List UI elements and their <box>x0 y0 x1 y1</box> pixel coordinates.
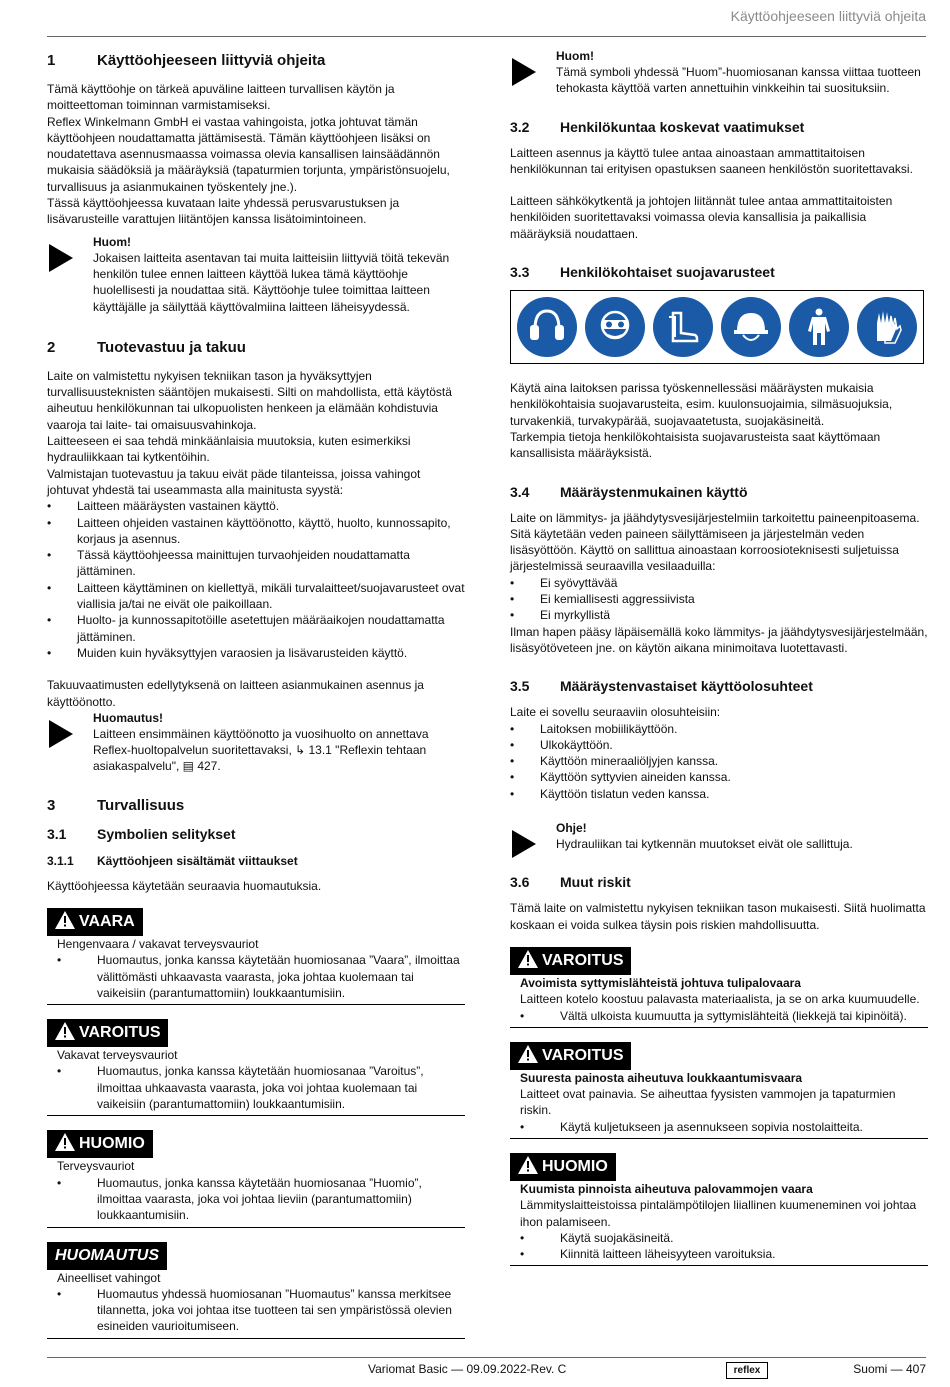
s33-paragraph-1: Käytä aina laitoksen parissa työskennellessäsi määräysten mukaisia henkilökohtaisia suojavarusteita, esim. kuulonsuojaimia, silmäsuojuksia, turvakenkiä, turvakypärää, suojavaatetusta, suojakäsineitä. <box>510 381 893 428</box>
section-3-1-heading: 3.1 Symbolien selitykset <box>47 825 236 842</box>
s34-paragraph-2: Ilman hapen pääsy läpäisemällä koko lämmitys- ja jäähdytysvesijärjestelmään, lisäsyötöveteen jne. on käytön aikana minimoitava luotettavasti. <box>510 624 928 655</box>
note-arrow-icon <box>49 720 73 748</box>
warning-triangle-icon <box>55 911 75 929</box>
safety-boots-icon <box>653 297 713 357</box>
s1-note-text: Jokaisen laitteita asentavan tai muita laitteisiin liittyviä töitä tekevän henkilön tulee ennen laitteen käyttöä lukea tämä käyttöohje huolellisesti ja noudattaa sitä. Käyttöohje tulee toimittaa laitteen käyttäjälle ja säilyttää käyttövalmiina laitteen läheisyydessä. <box>93 250 450 314</box>
warning-triangle-icon <box>518 1156 538 1174</box>
ear-protection-icon <box>517 297 577 357</box>
s1-paragraph-2: Reflex Winkelmann GmbH ei vastaa vahingoista, jotka johtuvat tämän käyttöohjeen noudattamatta jättämisestä. Tämän käyttöohjeen lisäksi on noudatettava asennusmaassa voimassa olevia kansallisen lainsäädännön mukaisia säädöksiä ja määräyksiä (tapaturmien torjunta, ympäristönsuojelu, turvallisuus ja asianmukainen työskentely jne.). <box>47 114 450 194</box>
s36-paragraph-1: Tämä laite on valmistettu nykyisen tekniikan tason mukaisesti. Siitä huolimatta koskaan ei voida sulkea täysin pois riskien mahdollisuutta. <box>510 901 926 932</box>
risk-fire <box>510 947 928 1028</box>
list-item: • Muiden kuin hyväksyttyjen varaosien ja lisävarusteiden käyttö. <box>47 645 465 661</box>
hazard-badge: HUOMIO <box>47 1130 153 1158</box>
r-note-1-text: Tämä symboli yhdessä ”Huom”-huomiosanan kanssa viittaa tuotteen tehokasta käyttöä varten annettuihin vinkkeihin tai suosituksiin. <box>556 65 921 96</box>
gloves-icon <box>857 297 917 357</box>
note-arrow-icon <box>49 244 73 272</box>
hard-hat-icon <box>721 297 781 357</box>
risk-title: Suuresta painosta aiheutuva loukkaantumisvaara <box>520 1070 803 1085</box>
protective-suit-icon <box>789 297 849 357</box>
list-item: • Ei myrkyllistä <box>510 607 928 623</box>
section-3-heading: 3 Turvallisuus <box>47 796 185 814</box>
footer-page: Suomi — 407 <box>853 1362 926 1376</box>
s33-paragraph-2: Tarkempia tietoja henkilökohtaisista suojavarusteista saat käyttömaan kansallisista määräyksistä. <box>510 429 881 461</box>
section-3-1-1-heading: 3.1.1 Käyttöohjeen sisältämät viittaukset <box>47 853 298 868</box>
s2-list <box>47 498 465 661</box>
s3-intro: Käyttöohjeessa käytetään seuraavia huomautuksia. <box>47 878 322 893</box>
risk-text: Laitteen kotelo koostuu palavasta materiaalista, ja se on arka kuumuudelle. <box>520 992 920 1007</box>
r-note-1 <box>510 48 928 97</box>
s35-list <box>510 721 928 802</box>
list-item: • Laitoksen mobiilikäyttöön. <box>510 721 928 737</box>
hazard-subtitle: Hengenvaara / vakavat terveysvauriot <box>57 936 259 951</box>
list-item: • Tässä käyttöohjeessa mainittujen turvaohjeiden noudattamatta jättäminen. <box>47 547 465 580</box>
s2-paragraph-4: Takuuvaatimusten edellytyksenä on laitteen asianmukainen asennus ja käyttöönotto. <box>47 678 424 709</box>
r-note-1-title: Huom! <box>556 49 594 63</box>
hazard-subtitle: Vakavat terveysvauriot <box>57 1048 178 1063</box>
note-arrow-icon <box>512 58 536 86</box>
s34-paragraph-1: Laite on lämmitys- ja jäähdytysvesijärjestelmiin tarkoitettu paineenpitoasema. Sitä käytetään veden paineen säilyttämiseen ja järjestelmän veden lisäsyöttöön. Käyttö on sallittua ainoastaan korroosioteknisesti suljetuissa järjestelmissä seuraavilla vesilaaduilla: <box>510 510 920 574</box>
hazard-huomautus <box>47 1242 465 1339</box>
list-item: • Huomautus, jonka kanssa käytetään huomiosanaa ”Huomio”, ilmoittaa vaarasta, joka voi johtaa lieviin (parantumattomiin) loukkaantumisiin. <box>57 1175 465 1224</box>
section-3-5-heading: 3.5 Määräystenvastaiset käyttöolosuhteet <box>510 678 813 695</box>
ppe-icon-strip <box>510 290 924 364</box>
left-column <box>47 48 465 1339</box>
list-item: • Ei kemiallisesti aggressiivista <box>510 591 928 607</box>
s2-note-text: Laitteen ensimmäinen käyttöönotto ja vuosihuolto on annettava Reflex-huoltopalvelun suoritettavaksi, ↳ 13.1 "Reflexin tehtaan asiakaspalvelu", ▤ 427. <box>93 726 429 774</box>
s35-paragraph-1: Laite ei sovellu seuraaviin olosuhteisiin: <box>510 705 721 720</box>
warning-triangle-icon <box>55 1133 75 1151</box>
header-rule <box>47 36 926 37</box>
list-item: • Laitteen ohjeiden vastainen käyttöönotto, käyttö, huolto, kunnossapito, korjaus ja asennus. <box>47 515 465 548</box>
section-3-4-heading: 3.4 Määräystenmukainen käyttö <box>510 483 748 500</box>
hazard-subtitle: Terveysvauriot <box>57 1159 135 1174</box>
list-item: • Huomautus yhdessä huomiosanan ”Huomautus” kanssa merkitsee tilannetta, joka voi johtaa itse tuotteen tai sen ympäristössä olevien esineiden vaurioitumiseen. <box>57 1286 465 1335</box>
s32-paragraph-1: Laitteen asennus ja käyttö tulee antaa ainoastaan ammattitaitoisen henkilökunnan tai erityisen opastuksen saaneen henkilöstön suoritettavaksi. <box>510 145 913 176</box>
s1-paragraph-3: Tässä käyttöohjeessa kuvataan laite yhdessä perusvarustuksen ja lisävarusteille varattujen liitäntöjen kanssa lisätoimintoineen. <box>47 196 400 227</box>
s34-list <box>510 575 928 624</box>
section-2-heading: 2 Tuotevastuu ja takuu <box>47 338 246 356</box>
s32-paragraph-2: Laitteen sähkökytkentä ja johtojen liitännät tulee antaa ammattitaitoisten henkilöiden suoritettavaksi voimassa olevia kansallisia ja paikallisia määräyksiä noudattaen. <box>510 194 893 241</box>
r-note-2 <box>510 820 928 852</box>
list-item: • Huomautus, jonka kanssa käytetään huomiosanaa ”Varoitus”, ilmoittaa uhkaavasta vaarasta, joka voi johtaa kuolemaan tai vaikeisiin (parantumattomiin) loukkaantumisiin. <box>57 1063 465 1112</box>
hazard-badge: VAARA <box>47 908 143 936</box>
warning-triangle-icon <box>518 1045 538 1063</box>
footer-doc: Variomat Basic — 09.09.2022-Rev. C <box>368 1362 567 1376</box>
risk-weight <box>510 1042 928 1139</box>
s2-paragraph-1: Laite on valmistettu nykyisen tekniikan tason ja hyväksyttyjen turvallisuusteknisten sääntöjen mukaisesti. Silti on mahdollista, että käytöstä aiheutuu henkilökunnan tai ulkopuolisten henkeen ja elämään kohdistuvia vaaroja tai laite- tai omaisuusvahinkoja. <box>47 368 452 432</box>
list-item: • Laitteen määräysten vastainen käyttö. <box>47 498 465 514</box>
list-item: • Laitteen käyttäminen on kiellettyä, mikäli turvalaitteet/suojavarusteet ovat viallisia ja/tai ne eivät ole paikoillaan. <box>47 580 465 613</box>
section-3-3-heading: 3.3 Henkilökohtaiset suojavarusteet <box>510 264 775 281</box>
s1-note <box>47 234 465 315</box>
note-arrow-icon <box>512 830 536 858</box>
risk-hot-surface <box>510 1153 928 1266</box>
r-note-2-text: Hydrauliikan tai kytkennän muutokset eivät ole sallittuja. <box>556 837 853 852</box>
list-item: • Vältä ulkoista kuumuutta ja syttymislähteitä (liekkejä tai kipinöitä). <box>520 1008 928 1024</box>
footer-rule <box>47 1357 926 1358</box>
s2-note-title: Huomautus! <box>93 710 163 725</box>
s2-paragraph-2: Laitteeseen ei saa tehdä minkäänlaisia muutoksia, kuten esimerkiksi hydrauliikkaan tai kytkentöihin. <box>47 434 411 465</box>
risk-title: Kuumista pinnoista aiheutuva palovammojen vaara <box>520 1181 813 1196</box>
s2-paragraph-3: Valmistajan tuotevastuu ja takuu eivät päde tilanteissa, joissa vahingot johtuvat yhdestä tai useammasta alla mainitusta syystä: <box>47 466 421 497</box>
hazard-badge: VAROITUS <box>510 1042 631 1070</box>
risk-text: Laitteet ovat painavia. Se aiheuttaa fyysisten vammojen ja tapaturmien riskin. <box>520 1087 896 1118</box>
hazard-badge: VAROITUS <box>47 1019 168 1047</box>
reflex-logo: reflex <box>726 1362 768 1379</box>
right-column <box>510 48 928 1266</box>
list-item: • Huolto- ja kunnossapitotöille asetettujen määräaikojen noudattamatta jättäminen. <box>47 612 465 645</box>
hazard-varoitus <box>47 1019 465 1116</box>
hazard-badge: HUOMAUTUS <box>47 1242 167 1270</box>
list-item: • Huomautus, jonka kanssa käytetään huomiosanaa ”Vaara”, ilmoittaa välittömästi uhkaavasta vaarasta, joka johtaa kuolemaan tai vaikeisiin (parantumattomiin) loukkaantumisiin. <box>57 952 465 1001</box>
r-note-2-title: Ohje! <box>556 821 587 836</box>
goggles-icon <box>585 297 645 357</box>
risk-title: Avoimista syttymislähteistä johtuva tulipalovaara <box>520 975 801 990</box>
risk-text: Lämmityslaitteistoissa pintalämpötilojen liiallinen kuumeneminen voi johtaa ihon palamiseen. <box>520 1198 917 1229</box>
list-item: • Ulkokäyttöön. <box>510 737 928 753</box>
list-item: • Käytä kuljetukseen ja asennukseen sopivia nostolaitteita. <box>520 1119 928 1135</box>
running-header: Käyttöohjeeseen liittyviä ohjeita <box>730 8 926 24</box>
s1-note-title: Huom! <box>93 234 131 249</box>
list-item: • Käyttöön mineraaliöljyjen kanssa. <box>510 753 928 769</box>
list-item: • Käyttöön tislatun veden kanssa. <box>510 786 928 802</box>
list-item: • Kiinnitä laitteen läheisyyteen varoituksia. <box>520 1246 928 1262</box>
s1-paragraph-1: Tämä käyttöohje on tärkeä apuväline laitteen turvallisen käytön ja moitteettoman toiminnan varmistamiseksi. <box>47 82 395 113</box>
hazard-badge: VAROITUS <box>510 947 631 975</box>
s2-note <box>47 710 465 775</box>
section-1-heading: 1 Käyttöohjeeseen liittyviä ohjeita <box>47 52 326 69</box>
hazard-vaara <box>47 908 465 1005</box>
list-item: • Ei syövyttävää <box>510 575 928 591</box>
section-3-6-heading: 3.6 Muut riskit <box>510 874 631 891</box>
hazard-huomio <box>47 1130 465 1227</box>
warning-triangle-icon <box>518 950 538 968</box>
list-item: • Käyttöön syttyvien aineiden kanssa. <box>510 769 928 785</box>
section-3-2-heading: 3.2 Henkilökuntaa koskevat vaatimukset <box>510 118 805 135</box>
hazard-subtitle: Aineelliset vahingot <box>57 1270 161 1285</box>
hazard-badge: HUOMIO <box>510 1153 616 1181</box>
warning-triangle-icon <box>55 1022 75 1040</box>
list-item: • Käytä suojakäsineitä. <box>520 1230 928 1246</box>
